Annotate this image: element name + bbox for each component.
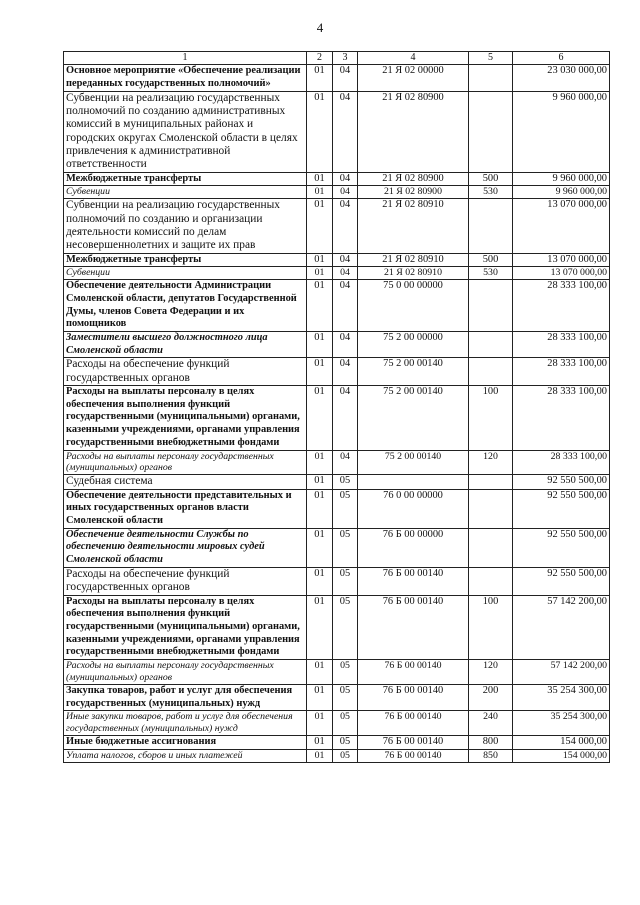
row-subsection-cell: 05 [333, 595, 358, 659]
row-section-cell: 01 [307, 199, 333, 253]
row-target-item-cell: 75 0 00 00000 [358, 280, 469, 332]
row-name-cell: Расходы на обеспечение функций государственных органов [64, 358, 307, 386]
table-row [64, 475, 610, 489]
row-name-cell: Субвенции на реализацию государственных полномочий по созданию и организации деятельности комиссий по делам несовершеннолетних и защите их прав [64, 199, 307, 253]
row-subsection-cell: 05 [333, 711, 358, 736]
row-target-item-cell: 76 Б 00 00140 [358, 595, 469, 659]
row-target-item-cell: 76 Б 00 00140 [358, 736, 469, 750]
row-name-cell: Расходы на обеспечение функций государственных органов [64, 567, 307, 595]
row-subsection-cell: 05 [333, 749, 358, 762]
row-subsection-cell: 04 [333, 332, 358, 358]
row-name-cell: Субвенции [64, 186, 307, 199]
row-amount-cell: 92 550 500,00 [513, 567, 610, 595]
row-section-cell: 01 [307, 332, 333, 358]
row-amount-cell: 154 000,00 [513, 749, 610, 762]
row-subsection-cell: 05 [333, 567, 358, 595]
row-expense-type-cell: 500 [469, 253, 513, 267]
row-subsection-cell: 04 [333, 358, 358, 386]
row-expense-type-cell [469, 528, 513, 567]
table-row [64, 659, 610, 684]
row-amount-cell: 9 960 000,00 [513, 172, 610, 186]
row-subsection-cell: 05 [333, 736, 358, 750]
row-target-item-cell: 75 2 00 00000 [358, 332, 469, 358]
row-name-cell: Обеспечение деятельности Службы по обеспечению деятельности мировых судей Смоленской области [64, 528, 307, 567]
row-name-cell: Расходы на выплаты персоналу в целях обеспечения выполнения функций государственными (муниципальными) органами, казенными учреждениями, органами управления государственными внебюджетными фондами [64, 386, 307, 450]
column-header-subsection: 3 [333, 52, 358, 65]
row-name-cell: Расходы на выплаты персоналу государственных (муниципальных) органов [64, 450, 307, 475]
row-expense-type-cell [469, 358, 513, 386]
row-name-cell: Закупка товаров, работ и услуг для обеспечения государственных (муниципальных) нужд [64, 684, 307, 710]
row-section-cell: 01 [307, 711, 333, 736]
row-expense-type-cell [469, 199, 513, 253]
row-expense-type-cell: 120 [469, 659, 513, 684]
row-section-cell: 01 [307, 91, 333, 172]
row-section-cell: 01 [307, 595, 333, 659]
table-row [64, 595, 610, 659]
row-name-cell: Обеспечение деятельности представительных и иных государственных органов власти Смоленской области [64, 489, 307, 528]
table-row [64, 280, 610, 332]
row-section-cell: 01 [307, 358, 333, 386]
row-amount-cell: 35 254 300,00 [513, 711, 610, 736]
table-row [64, 711, 610, 736]
column-header-target-item: 4 [358, 52, 469, 65]
row-expense-type-cell: 240 [469, 711, 513, 736]
row-amount-cell: 13 070 000,00 [513, 253, 610, 267]
row-section-cell: 01 [307, 567, 333, 595]
row-subsection-cell: 04 [333, 253, 358, 267]
row-subsection-cell: 04 [333, 386, 358, 450]
row-target-item-cell: 76 Б 00 00140 [358, 659, 469, 684]
table-row [64, 749, 610, 762]
row-subsection-cell: 04 [333, 267, 358, 280]
row-amount-cell: 35 254 300,00 [513, 684, 610, 710]
table-row [64, 684, 610, 710]
row-expense-type-cell [469, 489, 513, 528]
table-row [64, 91, 610, 172]
row-subsection-cell: 05 [333, 659, 358, 684]
row-amount-cell: 23 030 000,00 [513, 65, 610, 91]
table-row [64, 489, 610, 528]
row-section-cell: 01 [307, 659, 333, 684]
table-header-row [64, 52, 610, 65]
row-expense-type-cell [469, 280, 513, 332]
row-expense-type-cell: 800 [469, 736, 513, 750]
table-row [64, 186, 610, 199]
row-name-cell: Заместители высшего должностного лица Смоленской области [64, 332, 307, 358]
row-section-cell: 01 [307, 489, 333, 528]
column-header-expense-type: 5 [469, 52, 513, 65]
row-expense-type-cell [469, 567, 513, 595]
row-target-item-cell: 75 2 00 00140 [358, 358, 469, 386]
row-expense-type-cell [469, 91, 513, 172]
row-expense-type-cell: 200 [469, 684, 513, 710]
row-amount-cell: 28 333 100,00 [513, 450, 610, 475]
row-expense-type-cell: 120 [469, 450, 513, 475]
row-target-item-cell: 76 Б 00 00000 [358, 528, 469, 567]
row-expense-type-cell: 530 [469, 186, 513, 199]
row-section-cell: 01 [307, 253, 333, 267]
row-name-cell: Уплата налогов, сборов и иных платежей [64, 749, 307, 762]
row-amount-cell: 9 960 000,00 [513, 91, 610, 172]
row-subsection-cell: 04 [333, 186, 358, 199]
table-row [64, 65, 610, 91]
row-amount-cell: 13 070 000,00 [513, 199, 610, 253]
row-expense-type-cell [469, 332, 513, 358]
row-subsection-cell: 04 [333, 65, 358, 91]
row-section-cell: 01 [307, 386, 333, 450]
row-name-cell: Расходы на выплаты персоналу государственных (муниципальных) органов [64, 659, 307, 684]
row-target-item-cell: 21 Я 02 80900 [358, 91, 469, 172]
budget-table [63, 51, 610, 763]
row-subsection-cell: 04 [333, 280, 358, 332]
row-amount-cell: 92 550 500,00 [513, 489, 610, 528]
row-name-cell: Основное мероприятие «Обеспечение реализации переданных государственных полномочий» [64, 65, 307, 91]
row-name-cell: Межбюджетные трансферты [64, 172, 307, 186]
row-name-cell: Расходы на выплаты персоналу в целях обеспечения выполнения функций государственными (муниципальными) органами, казенными учреждениями, органами управления государственными внебюджетными фондами [64, 595, 307, 659]
row-expense-type-cell: 850 [469, 749, 513, 762]
table-row [64, 567, 610, 595]
row-section-cell: 01 [307, 450, 333, 475]
row-section-cell: 01 [307, 749, 333, 762]
row-amount-cell: 28 333 100,00 [513, 280, 610, 332]
row-section-cell: 01 [307, 684, 333, 710]
row-target-item-cell: 76 Б 00 00140 [358, 684, 469, 710]
table-row [64, 172, 610, 186]
row-target-item-cell: 21 Я 02 80910 [358, 267, 469, 280]
row-target-item-cell: 76 Б 00 00140 [358, 567, 469, 595]
table-row [64, 358, 610, 386]
row-expense-type-cell [469, 65, 513, 91]
row-amount-cell: 28 333 100,00 [513, 332, 610, 358]
row-subsection-cell: 05 [333, 528, 358, 567]
table-row [64, 332, 610, 358]
row-target-item-cell: 21 Я 02 80910 [358, 199, 469, 253]
row-name-cell: Иные закупки товаров, работ и услуг для обеспечения государственных (муниципальных) нужд [64, 711, 307, 736]
row-amount-cell: 13 070 000,00 [513, 267, 610, 280]
row-subsection-cell: 05 [333, 489, 358, 528]
row-name-cell: Судебная система [64, 475, 307, 489]
row-name-cell: Субвенции на реализацию государственных полномочий по созданию административных комиссий в муниципальных районах и городских округах Смоленской области в целях привлечения к административной ответственности [64, 91, 307, 172]
row-target-item-cell: 75 2 00 00140 [358, 450, 469, 475]
row-target-item-cell: 21 Я 02 80900 [358, 172, 469, 186]
row-section-cell: 01 [307, 736, 333, 750]
row-target-item-cell: 76 Б 00 00140 [358, 749, 469, 762]
row-subsection-cell: 04 [333, 199, 358, 253]
row-section-cell: 01 [307, 172, 333, 186]
table-row [64, 736, 610, 750]
row-section-cell: 01 [307, 528, 333, 567]
row-amount-cell: 92 550 500,00 [513, 528, 610, 567]
row-target-item-cell: 75 2 00 00140 [358, 386, 469, 450]
row-expense-type-cell: 500 [469, 172, 513, 186]
table-row [64, 253, 610, 267]
table-row [64, 528, 610, 567]
row-amount-cell: 92 550 500,00 [513, 475, 610, 489]
row-expense-type-cell [469, 475, 513, 489]
column-header-amount: 6 [513, 52, 610, 65]
row-subsection-cell: 05 [333, 684, 358, 710]
row-target-item-cell: 21 Я 02 80900 [358, 186, 469, 199]
row-name-cell: Межбюджетные трансферты [64, 253, 307, 267]
table-row [64, 386, 610, 450]
column-header-name: 1 [64, 52, 307, 65]
row-amount-cell: 57 142 200,00 [513, 595, 610, 659]
row-section-cell: 01 [307, 475, 333, 489]
row-target-item-cell [358, 475, 469, 489]
row-subsection-cell: 04 [333, 91, 358, 172]
row-amount-cell: 28 333 100,00 [513, 386, 610, 450]
row-section-cell: 01 [307, 280, 333, 332]
row-subsection-cell: 04 [333, 450, 358, 475]
row-expense-type-cell: 100 [469, 595, 513, 659]
row-target-item-cell: 76 0 00 00000 [358, 489, 469, 528]
row-section-cell: 01 [307, 65, 333, 91]
row-target-item-cell: 21 Я 02 00000 [358, 65, 469, 91]
table-row [64, 267, 610, 280]
row-section-cell: 01 [307, 186, 333, 199]
row-expense-type-cell: 100 [469, 386, 513, 450]
row-subsection-cell: 04 [333, 172, 358, 186]
row-amount-cell: 154 000,00 [513, 736, 610, 750]
column-header-section: 2 [307, 52, 333, 65]
row-name-cell: Иные бюджетные ассигнования [64, 736, 307, 750]
row-amount-cell: 28 333 100,00 [513, 358, 610, 386]
row-subsection-cell: 05 [333, 475, 358, 489]
row-name-cell: Обеспечение деятельности Администрации Смоленской области, депутатов Государственной Думы, членов Совета Федерации и их помощников [64, 280, 307, 332]
row-amount-cell: 57 142 200,00 [513, 659, 610, 684]
row-section-cell: 01 [307, 267, 333, 280]
row-target-item-cell: 21 Я 02 80910 [358, 253, 469, 267]
table-row [64, 450, 610, 475]
row-amount-cell: 9 960 000,00 [513, 186, 610, 199]
row-name-cell: Субвенции [64, 267, 307, 280]
table-row [64, 199, 610, 253]
page-number: 4 [316, 20, 324, 35]
row-target-item-cell: 76 Б 00 00140 [358, 711, 469, 736]
row-expense-type-cell: 530 [469, 267, 513, 280]
